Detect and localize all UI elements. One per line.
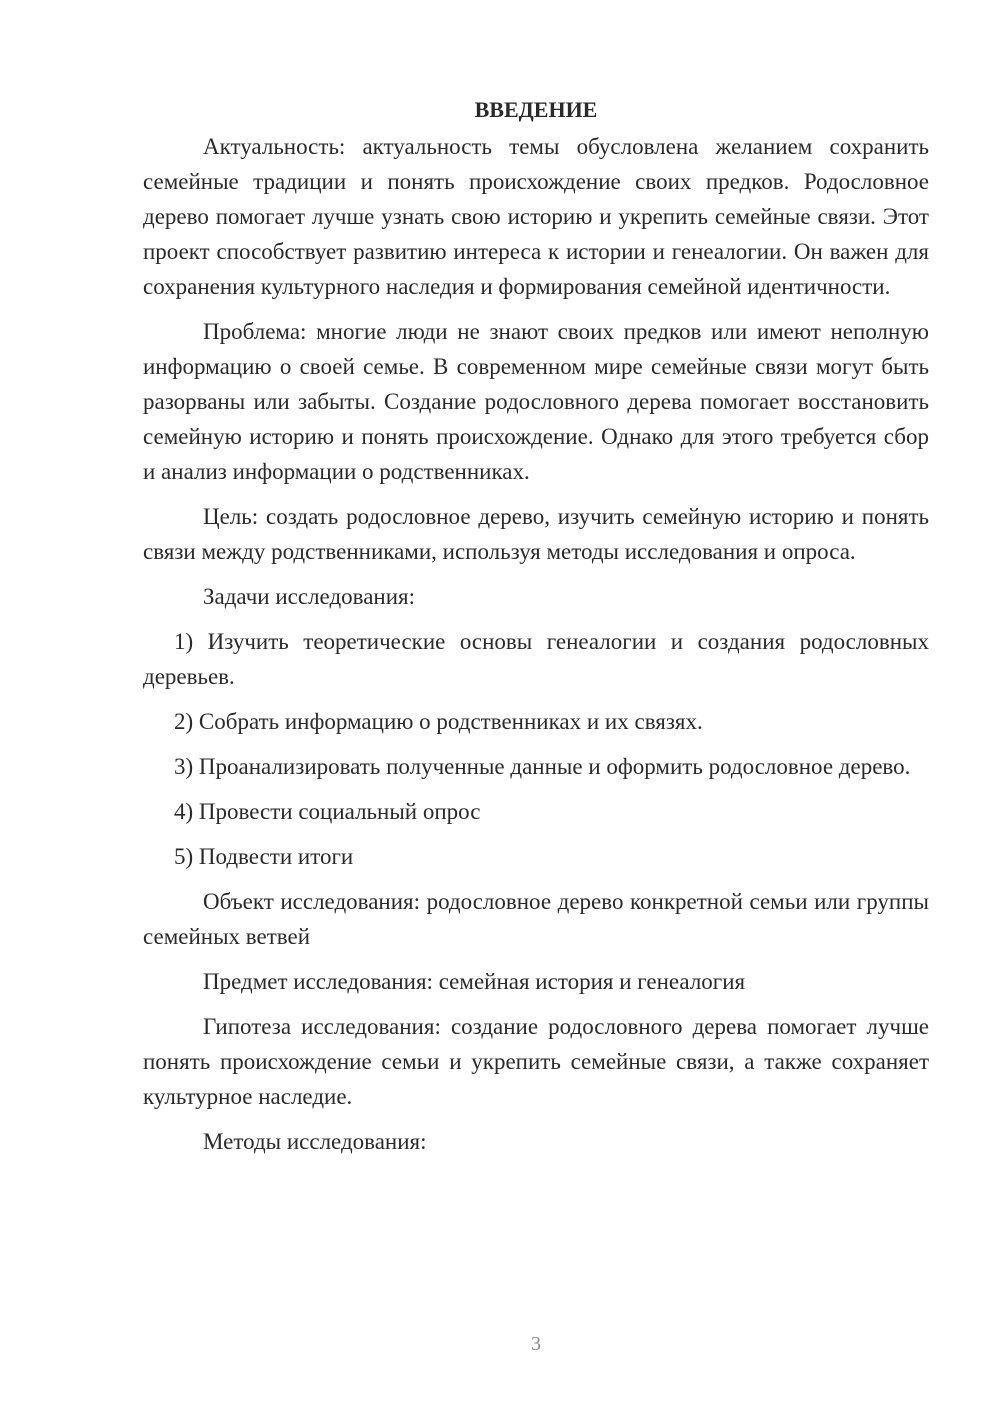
task-item-2: 2) Собрать информацию о родственниках и их связях. bbox=[174, 709, 703, 734]
paragraph-tasks-heading: Задачи исследования: bbox=[203, 584, 416, 609]
page-content bbox=[143, 92, 929, 1169]
task-item-1: 1) Изучить теоретические основы генеалогии и создания родословных деревьев. bbox=[143, 629, 929, 689]
paragraph-relevance: Актуальность: актуальность темы обусловлена желанием сохранить семейные традиции и понять происхождение своих предков. Родословное дерево помогает лучше узнать свою историю и укрепить семейные связи. Этот проект способствует развитию интереса к истории и генеалогии. Он важен для сохранения культурного наследия и формирования семейной идентичности. bbox=[143, 134, 929, 299]
section-title: ВВЕДЕНИЕ bbox=[474, 97, 598, 122]
paragraph-problem: Проблема: многие люди не знают своих предков или имеют неполную информацию о своей семье. В современном мире семейные связи могут быть разорваны или забыты. Создание родословного дерева помогает восстановить семейную историю и понять происхождение. Однако для этого требуется сбор и анализ информации о родственниках. bbox=[143, 319, 929, 484]
paragraph-subject: Предмет исследования: семейная история и генеалогия bbox=[203, 969, 746, 994]
paragraph-object: Объект исследования: родословное дерево конкретной семьи или группы семейных ветвей bbox=[143, 889, 929, 949]
paragraph-methods: Методы исследования: bbox=[203, 1129, 427, 1154]
task-item-5: 5) Подвести итоги bbox=[174, 844, 354, 869]
task-item-4: 4) Провести социальный опрос bbox=[174, 799, 481, 824]
page-number: 3 bbox=[531, 1333, 541, 1355]
paragraph-goal: Цель: создать родословное дерево, изучить семейную историю и понять связи между родственниками, используя методы исследования и опроса. bbox=[143, 504, 929, 564]
paragraph-hypothesis: Гипотеза исследования: создание родословного дерева помогает лучше понять происхождение семьи и укрепить семейные связи, а также сохраняет культурное наследие. bbox=[143, 1014, 929, 1109]
task-item-3: 3) Проанализировать полученные данные и оформить родословное дерево. bbox=[174, 754, 911, 779]
